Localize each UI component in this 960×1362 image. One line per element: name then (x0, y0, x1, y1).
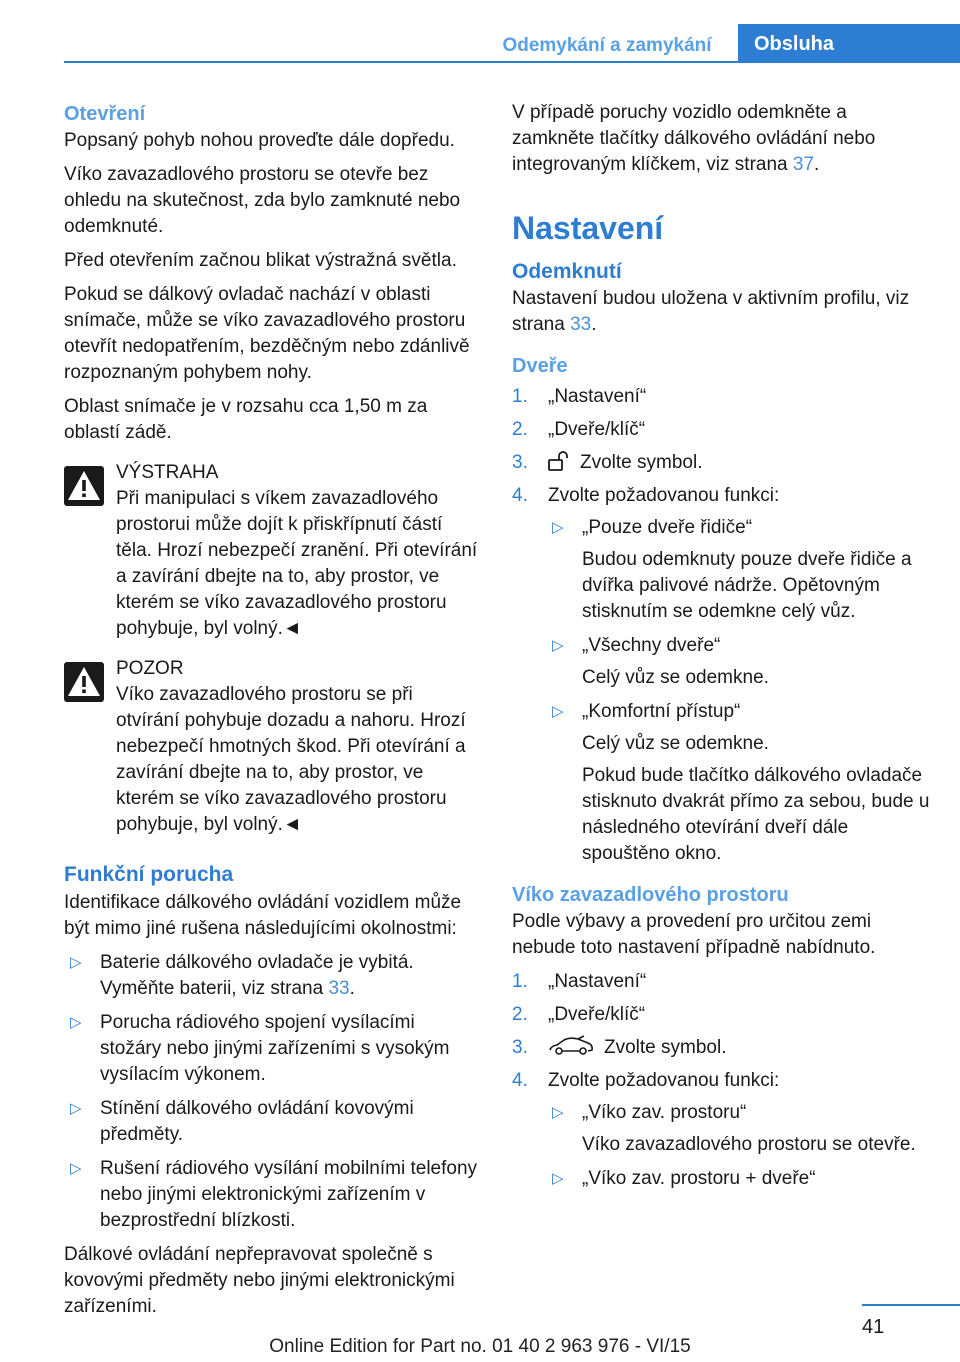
step-item (512, 1068, 932, 1192)
option-item (548, 1100, 932, 1158)
text-run: . (591, 314, 597, 335)
header-section-title: Odemykání a zamykání (502, 35, 712, 56)
step-number: 2. (512, 419, 528, 440)
text-run: . (814, 154, 820, 175)
caution-text: Víko zavazadlového prostoru se při otvírání pohybuje dozadu a nahoru. Hrozí nebezpečí hmotných škod. Při otevírání a zavírání dbejte na to, aby prostor, ve kterém se víko zavazadlového prostoru pohybuje, byl volný.◄ (116, 684, 466, 835)
step-item (512, 1035, 932, 1061)
option-desc: Pokud bude tlačítko dálkového ovladače stisknuto dvakrát přímo za sebou, bude u následného otevírání dveří dále spouštěno okno. (582, 765, 930, 864)
step-text: „Nastavení“ (548, 971, 647, 992)
triangle-bullet-icon: ▷ (552, 637, 564, 654)
paragraph: Víko zavazadlového prostoru se otevře bez ohledu na skutečnost, zda bylo zamknuté nebo odemknuté. (64, 164, 461, 237)
page-link[interactable]: 37 (792, 154, 815, 175)
paragraph: Podle výbavy a provedení pro určitou zemi nebude toto nastavení případně nabídnuto. (512, 911, 876, 958)
warning-triangle-icon (64, 466, 104, 506)
heading-doors: Dveře (512, 355, 568, 377)
list-item (64, 950, 480, 1002)
header-rule (64, 61, 960, 63)
warning-title: VÝSTRAHA (116, 462, 219, 483)
list-item-end: . (349, 978, 355, 999)
caution-box (64, 656, 480, 838)
page-link[interactable]: 33 (570, 314, 592, 335)
step-text: Zvolte požadovanou funkci: (548, 485, 780, 506)
list-item-text: Rušení rádiového vysílání mobilními telefony nebo jinými elektronickými zařízením v bezprostřední blízkosti. (100, 1158, 478, 1231)
paragraph: Před otevřením začnou blikat výstražná světla. (64, 250, 457, 271)
option-title: „Komfortní přístup“ (582, 701, 741, 722)
option-title: „Víko zav. prostoru“ (582, 1102, 747, 1123)
option-list (548, 515, 932, 867)
page-number-rule (862, 1304, 960, 1306)
header-chapter-tab: Obsluha (738, 24, 960, 62)
footer-edition (0, 1336, 960, 1358)
triangle-bullet-icon: ▷ (552, 703, 564, 720)
caution-title: POZOR (116, 658, 184, 679)
step-number: 1. (512, 971, 528, 992)
option-title: „Pouze dveře řidiče“ (582, 517, 753, 538)
heading-trunk-lid: Víko zavazadlového prostoru (512, 884, 789, 906)
step-item (512, 384, 932, 410)
step-text: Zvolte požadovanou funkci: (548, 1070, 780, 1091)
step-number: 1. (512, 386, 528, 407)
paragraph: Dálkové ovládání nepřepravovat společně s kovovými předměty nebo jinými elektronickými zařízeními. (64, 1244, 455, 1317)
option-title: „Všechny dveře“ (582, 635, 721, 656)
option-item (548, 1166, 932, 1192)
text-run: V případě poruchy vozidlo odemkněte a zamkněte tlačítky dálkového ovládání nebo integrovaným klíčkem, viz strana (512, 102, 876, 175)
heading-fault: Funkční porucha (64, 863, 234, 886)
option-desc: Celý vůz se odemkne. (582, 733, 769, 754)
heading-unlock: Odemknutí (512, 260, 622, 283)
step-number: 4. (512, 1070, 528, 1091)
warning-text (116, 486, 480, 642)
page-number: 41 (862, 1316, 885, 1338)
paragraph (512, 286, 932, 338)
page-header (0, 0, 960, 64)
edition-text: Online Edition for Part no. 01 40 2 963 976 - VI/15 (269, 1336, 691, 1357)
paragraph: Identifikace dálkového ovládání vozidlem může být mimo jiné rušena následujícími okolnostmi: (64, 892, 462, 939)
list-item (64, 1156, 480, 1234)
option-title: „Víko zav. prostoru + dveře“ (582, 1168, 816, 1189)
paragraph (512, 100, 932, 178)
warning-triangle-icon (64, 662, 104, 702)
option-list (548, 1100, 932, 1192)
list-item (64, 1010, 480, 1088)
step-text: Zvolte symbol. (604, 1037, 727, 1058)
warning-text-body: Při manipulaci s víkem zavazadlového prostorui může dojít k přiskřípnutí částí těla. Hrozí nebezpečí zranění. Při otevírání a zavírání dbejte na to, aby prostor, ve kterém se víko zavazadlového prostoru pohybuje, byl volný.◄ (116, 488, 478, 639)
step-number: 3. (512, 452, 528, 473)
list-item-text: Baterie dálkového ovladače je vybitá. Vyměňte baterii, viz strana (100, 952, 414, 999)
unlock-padlock-icon (548, 450, 570, 472)
triangle-bullet-icon: ▷ (70, 1014, 82, 1031)
warning-box (64, 460, 480, 642)
step-text: „Dveře/klíč“ (548, 1004, 646, 1025)
step-text: „Nastavení“ (548, 386, 647, 407)
step-text: „Dveře/klíč“ (548, 419, 646, 440)
step-number: 2. (512, 1004, 528, 1025)
step-number: 4. (512, 485, 528, 506)
page-link[interactable]: 33 (328, 978, 350, 999)
list-item-text: Porucha rádiového spojení vysílacími stožáry nebo jinými zařízeními s vysokým vysílacím výkonem. (100, 1012, 450, 1085)
heading-opening: Otevření (64, 103, 146, 125)
step-item (512, 1002, 932, 1028)
paragraph: Oblast snímače je v rozsahu cca 1,50 m za oblastí zádě. (64, 396, 428, 443)
step-item (512, 450, 932, 476)
text-run: Nastavení budou uložena v aktivním profilu, viz strana (512, 288, 910, 335)
triangle-bullet-icon: ▷ (552, 1170, 564, 1187)
doors-steps (512, 384, 932, 867)
step-text: Zvolte symbol. (580, 452, 703, 473)
trunk-steps (512, 969, 932, 1192)
right-column (512, 100, 932, 1200)
fault-list (64, 950, 480, 1234)
left-column (64, 100, 480, 1328)
paragraph: Pokud se dálkový ovladač nachází v oblasti snímače, může se víko zavazadlového prostoru otevřít nedopatřením, bezděčným nebo zdánlivě rozpoznaným pohybem nohy. (64, 284, 470, 383)
paragraph: Popsaný pohyb nohou proveďte dále dopředu. (64, 130, 455, 151)
option-item (548, 699, 932, 867)
heading-settings: Nastavení (512, 210, 664, 246)
step-item (512, 417, 932, 443)
option-item (548, 633, 932, 691)
option-item (548, 515, 932, 625)
triangle-bullet-icon: ▷ (70, 954, 82, 971)
option-desc: Celý vůz se odemkne. (582, 667, 769, 688)
list-item-text: Stínění dálkového ovládání kovovými předměty. (100, 1098, 414, 1145)
step-item (512, 969, 932, 995)
option-desc: Víko zavazadlového prostoru se otevře. (582, 1134, 916, 1155)
triangle-bullet-icon: ▷ (70, 1100, 82, 1117)
step-number: 3. (512, 1037, 528, 1058)
triangle-bullet-icon: ▷ (552, 519, 564, 536)
triangle-bullet-icon: ▷ (552, 1104, 564, 1121)
triangle-bullet-icon: ▷ (70, 1160, 82, 1177)
step-item (512, 483, 932, 867)
list-item (64, 1096, 480, 1148)
car-trunk-icon (548, 1035, 594, 1057)
option-desc: Budou odemknuty pouze dveře řidiče a dvířka palivové nádrže. Opětovným stisknutím se odemkne celý vůz. (582, 549, 912, 622)
